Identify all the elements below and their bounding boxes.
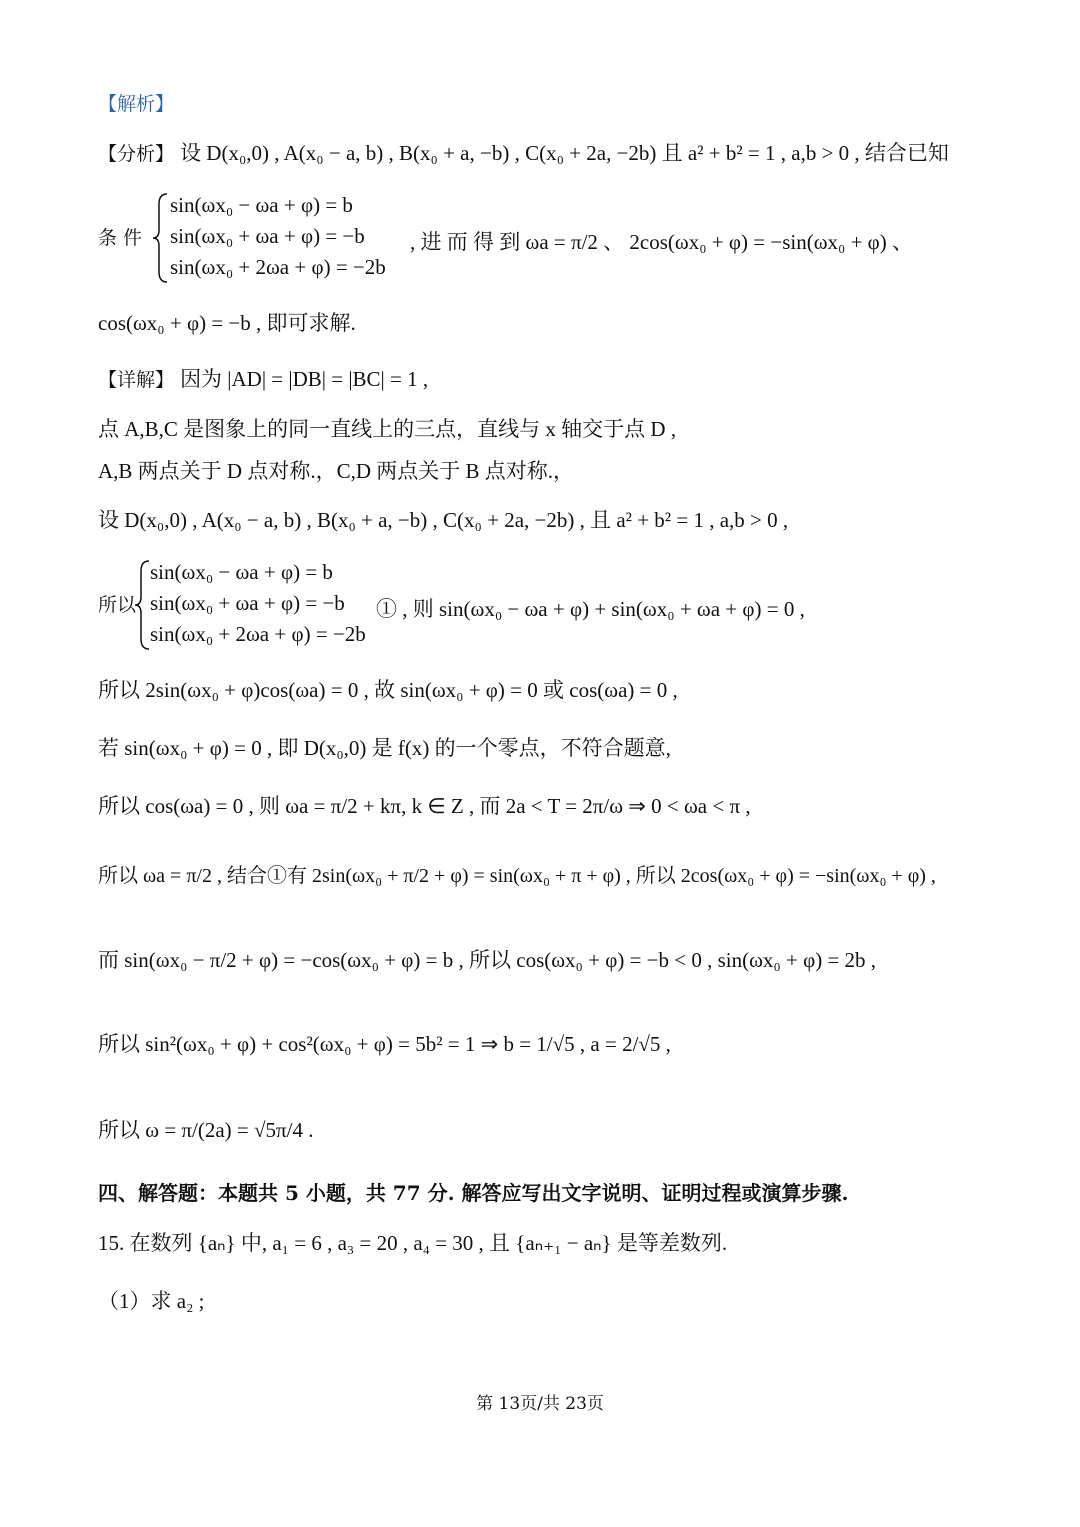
detail-line-4: 设 D(x₀,0) , A(x₀ − a, b) , B(x₀ + a, −b) , C(x₀ + 2a, −2b) , 且 a² + b² = 1 , a,b > 0 , (98, 508, 789, 532)
analysis-line-1 (98, 141, 949, 166)
detail-tag: 【详解】 (98, 369, 175, 391)
left-brace-icon (152, 192, 170, 284)
detail-line-1 (98, 367, 428, 392)
detail-system-block (98, 557, 998, 653)
problem-15-question-1: （1）求 a₂ ; (98, 1289, 205, 1313)
detail-system (150, 557, 366, 650)
detail-system-eq-1: sin(ωx₀ − ωa + φ) = b (150, 560, 333, 584)
analysis-system (170, 190, 386, 283)
detail-line-11: 所以 sin²(ωx₀ + φ) + cos²(ωx₀ + φ) = 5b² = 1 ⇒ b = 1/√5 , a = 2/√5 , (98, 1032, 671, 1056)
detail-so-lead: 所以 (98, 594, 137, 616)
system-eq-2: sin(ωx₀ + ωa + φ) = −b (170, 224, 365, 248)
analysis-condition-tail: , 进 而 得 到 ωa = π/2 、 2cos(ωx₀ + φ) = −sin(ωx₀ + φ) 、 (410, 230, 914, 254)
analysis-system-block (98, 190, 998, 286)
system-eq-3: sin(ωx₀ + 2ωa + φ) = −2b (170, 255, 386, 279)
detail-line-2: 点 A,B,C 是图象上的同一直线上的三点，直线与 x 轴交于点 D , (98, 417, 677, 441)
detail-line-7: 若 sin(ωx₀ + φ) = 0 , 即 D(x₀,0) 是 f(x) 的一个零点，不符合题意, (98, 736, 671, 760)
section-heading: 四、解答题：本题共 5 小题，共 77 分. 解答应写出文字说明、证明过程或演算步骤. (98, 1181, 849, 1205)
detail-system-eq-3: sin(ωx₀ + 2ωa + φ) = −2b (150, 622, 366, 646)
system-eq-1: sin(ωx₀ − ωa + φ) = b (170, 193, 353, 217)
analysis-tag: 【分析】 (98, 143, 175, 165)
page-footer: 第 13页/共 23页 (476, 1394, 604, 1414)
detail-system-tail: ① , 则 sin(ωx₀ − ωa + φ) + sin(ωx₀ + ωa + φ) = 0 , (376, 597, 805, 621)
detail-system-eq-2: sin(ωx₀ + ωa + φ) = −b (150, 591, 345, 615)
detail-line-12: 所以 ω = π/(2a) = √5π/4 . (98, 1118, 314, 1142)
analysis-text-1: 设 D(x₀,0) , A(x₀ − a, b) , B(x₀ + a, −b) , C(x₀ + 2a, −2b) 且 a² + b² = 1 , a,b > 0 , 结合已知 (180, 141, 949, 165)
analysis-line-3: cos(ωx₀ + φ) = −b , 即可求解. (98, 311, 356, 335)
problem-15: 15. 在数列 {aₙ} 中, a₁ = 6 , a₃ = 20 , a₄ = 30 , 且 {aₙ₊₁ − aₙ} 是等差数列. (98, 1231, 728, 1255)
detail-line-8: 所以 cos(ωa) = 0 , 则 ωa = π/2 + kπ, k ∈ Z , 而 2a < T = 2π/ω ⇒ 0 < ωa < π , (98, 794, 751, 818)
section-tag: 【解析】 (98, 93, 175, 115)
analysis-condition-lead: 条 件 (98, 227, 143, 249)
detail-line-3: A,B 两点关于 D 点对称.，C,D 两点关于 B 点对称.， (98, 459, 575, 483)
detail-line-6: 所以 2sin(ωx₀ + φ)cos(ωa) = 0 , 故 sin(ωx₀ + φ) = 0 或 cos(ωa) = 0 , (98, 678, 678, 702)
detail-line-10: 而 sin(ωx₀ − π/2 + φ) = −cos(ωx₀ + φ) = b , 所以 cos(ωx₀ + φ) = −b < 0 , sin(ωx₀ + φ) = 2b , (98, 948, 877, 972)
detail-line-9: 所以 ωa = π/2 , 结合①有 2sin(ωx₀ + π/2 + φ) = sin(ωx₀ + π + φ) , 所以 2cos(ωx₀ + φ) = −sin(ωx₀ + φ) , (98, 865, 936, 887)
detail-text-1: 因为 |AD| = |DB| = |BC| = 1 , (180, 367, 429, 391)
